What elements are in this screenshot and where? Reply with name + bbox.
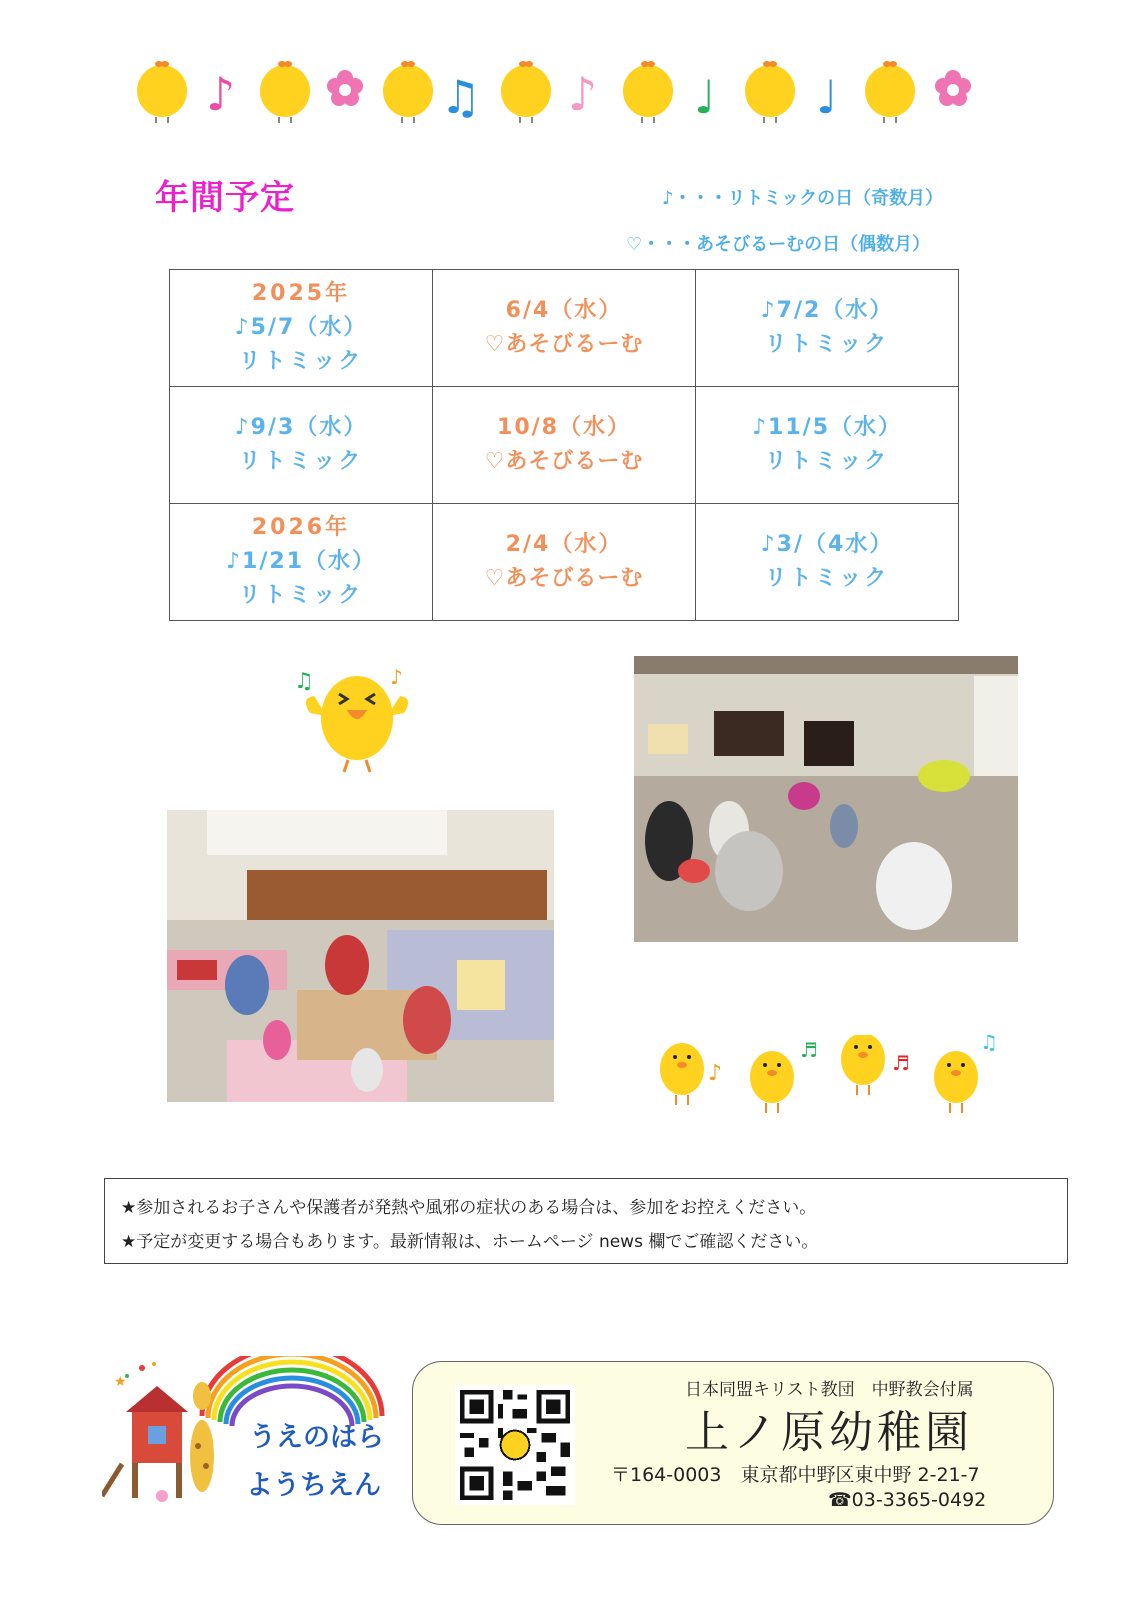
event-date: ♪5/7（水） xyxy=(234,315,368,340)
event-name: リトミック xyxy=(764,449,890,474)
event-name: リトミック xyxy=(764,566,890,591)
music-note-icon xyxy=(816,70,838,124)
svg-text:♪: ♪ xyxy=(708,1061,723,1086)
schedule-cell xyxy=(696,504,959,621)
phone-number[interactable]: ☎03-3365-0492 xyxy=(828,1489,987,1511)
affiliation-text: 日本同盟キリスト教団 中野教会付属 xyxy=(685,1380,974,1400)
chick-icon xyxy=(260,61,310,123)
event-name: リトミック xyxy=(238,449,364,474)
svg-text:♫: ♫ xyxy=(980,1035,998,1054)
svg-text:♪: ♪ xyxy=(390,665,403,689)
event-name: リトミック xyxy=(238,583,364,608)
event-date: ♪7/2（水） xyxy=(760,298,894,323)
svg-text:♪: ♪ xyxy=(206,67,236,121)
address-text: 〒164-0003 東京都中野区東中野 2-21-7 xyxy=(611,1464,980,1486)
chick-icon xyxy=(383,61,433,123)
notice-box xyxy=(104,1178,1068,1264)
svg-text:♩: ♩ xyxy=(694,70,716,124)
chick-icon xyxy=(137,61,187,123)
qr-code[interactable] xyxy=(455,1385,575,1505)
event-date: ♪3/（4水） xyxy=(760,532,894,557)
schedule-cell xyxy=(433,270,696,387)
svg-text:♩: ♩ xyxy=(816,70,838,124)
event-date: ♪11/5（水） xyxy=(752,415,902,440)
music-note-icon xyxy=(694,70,716,124)
school-name: 上ノ原幼稚園 xyxy=(685,1407,973,1458)
table-row xyxy=(170,504,959,621)
svg-text:♬: ♬ xyxy=(892,1051,910,1075)
chick-icon xyxy=(501,61,551,123)
schedule-cell xyxy=(433,504,696,621)
event-name: ♡あそびるーむ xyxy=(484,449,644,474)
schedule-table xyxy=(169,269,959,621)
svg-text:★: ★ xyxy=(114,1374,127,1390)
event-date: 2/4（水） xyxy=(505,532,623,557)
logo-text-line1: うえのはら xyxy=(249,1422,384,1453)
chick-icon xyxy=(745,61,795,123)
flower-icon xyxy=(327,70,363,106)
year-label: 2026年 xyxy=(251,515,351,540)
schedule-cell xyxy=(696,387,959,504)
chick-row-illustration xyxy=(660,1035,1010,1135)
classroom-play-photo xyxy=(167,810,554,1102)
event-date: ♪1/21（水） xyxy=(226,549,376,574)
year-label: 2025年 xyxy=(251,281,351,306)
music-note-icon xyxy=(206,67,235,121)
svg-text:♫: ♫ xyxy=(294,669,314,694)
event-date: ♪9/3（水） xyxy=(234,415,368,440)
event-date: 6/4（水） xyxy=(505,298,623,323)
chick-icon xyxy=(623,61,673,123)
svg-text:♪: ♪ xyxy=(568,67,598,121)
schedule-cell xyxy=(170,270,433,387)
page-title: 年間予定 xyxy=(155,178,295,218)
music-note-icon xyxy=(440,70,481,124)
chick-note-banner xyxy=(130,55,990,125)
notice-line: ★参加されるお子さんや保護者が発熱や風邪の症状のある場合は、参加をお控えください。 xyxy=(121,1198,817,1218)
rhythmic-class-photo xyxy=(634,656,1018,942)
logo-text-line2: ようちえん xyxy=(246,1470,381,1501)
svg-text:♫: ♫ xyxy=(440,70,482,124)
schedule-cell xyxy=(170,504,433,621)
table-row xyxy=(170,387,959,504)
svg-text:♬: ♬ xyxy=(800,1038,818,1062)
legend-asobiroom: ♡・・・あそびるーむの日（偶数月） xyxy=(626,234,931,255)
music-note-icon xyxy=(568,67,597,121)
event-name: リトミック xyxy=(764,332,890,357)
jumping-chick-illustration xyxy=(292,658,422,778)
schedule-cell xyxy=(170,387,433,504)
event-name: ♡あそびるーむ xyxy=(484,332,644,357)
table-row xyxy=(170,270,959,387)
legend-rhythmic: ♪・・・リトミックの日（奇数月） xyxy=(662,188,944,209)
notice-line: ★予定が変更する場合もあります。最新情報は、ホームページ news 欄でご確認ください。 xyxy=(121,1232,819,1252)
chick-icon xyxy=(865,61,915,123)
event-date: 10/8（水） xyxy=(497,415,631,440)
schedule-cell xyxy=(696,270,959,387)
event-name: ♡あそびるーむ xyxy=(484,566,644,591)
event-name: リトミック xyxy=(238,349,364,374)
flower-icon xyxy=(935,70,971,106)
schedule-cell xyxy=(433,387,696,504)
